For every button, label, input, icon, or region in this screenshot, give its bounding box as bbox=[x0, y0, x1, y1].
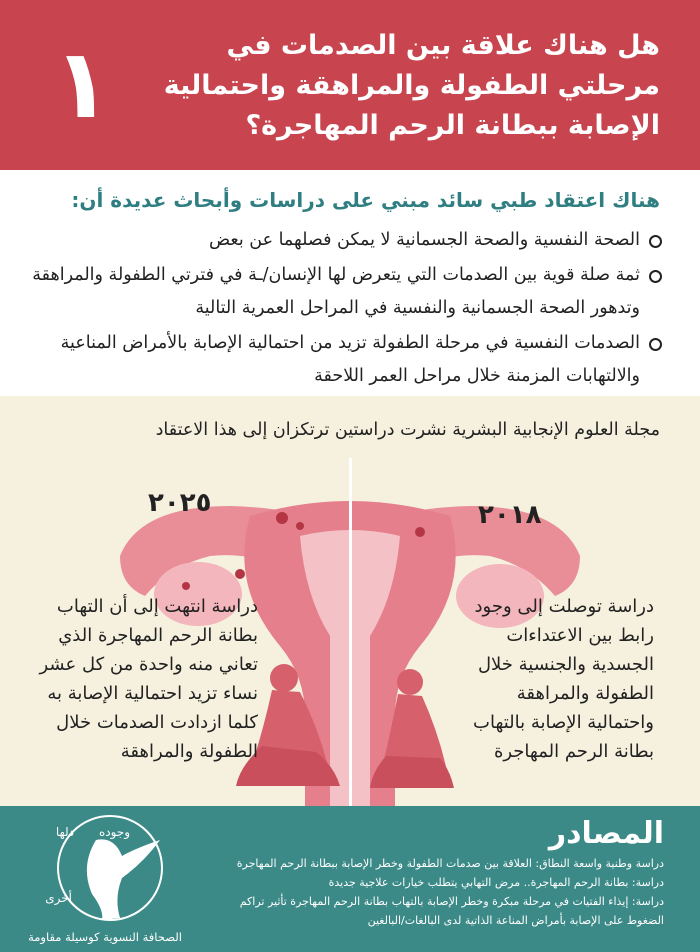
logo-tagline: الصحافة النسوية كوسيلة مقاومة bbox=[28, 930, 182, 944]
journal-line: مجلة العلوم الإنجابية البشرية نشرت دراستين ترتكزان إلى هذا الاعتقاد bbox=[155, 420, 660, 440]
bullet-icon bbox=[649, 338, 662, 351]
year-label-left: ٢٠٢٥ bbox=[148, 488, 212, 518]
source-link[interactable]: دراسة: إيذاء الفتيات في مرحلة مبكرة وخطر الإصابة بالتهاب بطانة الرحم المهاجرة تأثير تراكم bbox=[239, 895, 664, 908]
sources-heading: المصادر bbox=[548, 816, 664, 851]
belief-text: ثمة صلة قوية بين الصدمات التي يتعرض لها الإنسان/ـة في فترتي الطفولة والمراهقة وتدهور الصحة الجسمانية والنفسية في المراحل العمرية التالية bbox=[32, 265, 640, 318]
page-title: هل هناك علاقة بين الصدمات في مرحلتي الطفولة والمراهقة واحتمالية الإصابة ببطانة الرحم المهاجرة؟ bbox=[163, 30, 660, 141]
list-item bbox=[32, 259, 662, 325]
header-banner bbox=[0, 0, 700, 170]
beliefs-list bbox=[32, 224, 662, 395]
logo-word: وجوده bbox=[98, 825, 130, 839]
bullet-icon bbox=[649, 270, 662, 283]
lesion-spot bbox=[182, 582, 190, 590]
sources-list bbox=[144, 854, 664, 930]
year-label-right: ٢٠١٨ bbox=[478, 500, 542, 530]
sources-section bbox=[0, 806, 700, 952]
center-divider bbox=[349, 458, 352, 808]
lesion-spot bbox=[296, 522, 304, 530]
source-link[interactable]: دراسة: بطانة الرحم المهاجرة.. مرض التهابي يتطلب خيارات علاجية جديدة bbox=[328, 876, 664, 889]
beliefs-section bbox=[0, 170, 700, 396]
logo-word: دلها bbox=[55, 825, 74, 839]
logo-word: أخرى bbox=[45, 891, 72, 905]
list-item bbox=[32, 224, 662, 257]
logo-emblem bbox=[10, 806, 200, 926]
beliefs-intro: هناك اعتقاد طبي سائد مبني على دراسات وأبحاث عديدة أن: bbox=[71, 188, 660, 212]
source-link[interactable]: الضغوط على الإصابة بأمراض المناعة الذاتية لدى البالغات/البالغين bbox=[367, 914, 664, 927]
lesion-spot bbox=[415, 527, 425, 537]
list-item bbox=[32, 327, 662, 393]
source-link[interactable]: دراسة وطنية واسعة النطاق: العلاقة بين صدمات الطفولة وخطر الإصابة ببطانة الرحم المهاجرة bbox=[236, 857, 664, 870]
studies-section bbox=[0, 396, 700, 806]
logo bbox=[10, 806, 200, 952]
lesion-spot bbox=[276, 512, 288, 524]
study-2025-text: دراسة انتهت إلى أن التهاب بطانة الرحم المهاجرة الذي تعاني منه واحدة من كل عشر نساء تزيد احتمالية الإصابة به كلما ازدادت الصدمات خلال الطفولة والمراهقة bbox=[39, 596, 258, 762]
belief-text: الصحة النفسية والصحة الجسمانية لا يمكن فصلهما عن بعض bbox=[208, 230, 640, 250]
lesion-spot bbox=[235, 569, 245, 579]
section-number: ١ bbox=[52, 28, 112, 140]
bullet-icon bbox=[649, 235, 662, 248]
study-2018-text: دراسة توصلت إلى وجود رابط بين الاعتداءات الجسدية والجنسية خلال الطفولة والمراهقة واحتمالية الإصابة بالتهاب بطانة الرحم المهاجرة bbox=[473, 596, 654, 762]
belief-text: الصدمات النفسية في مرحلة الطفولة تزيد من احتمالية الإصابة بالأمراض المناعية والالتهابات المزمنة خلال مراحل العمر اللاحقة bbox=[60, 333, 640, 386]
